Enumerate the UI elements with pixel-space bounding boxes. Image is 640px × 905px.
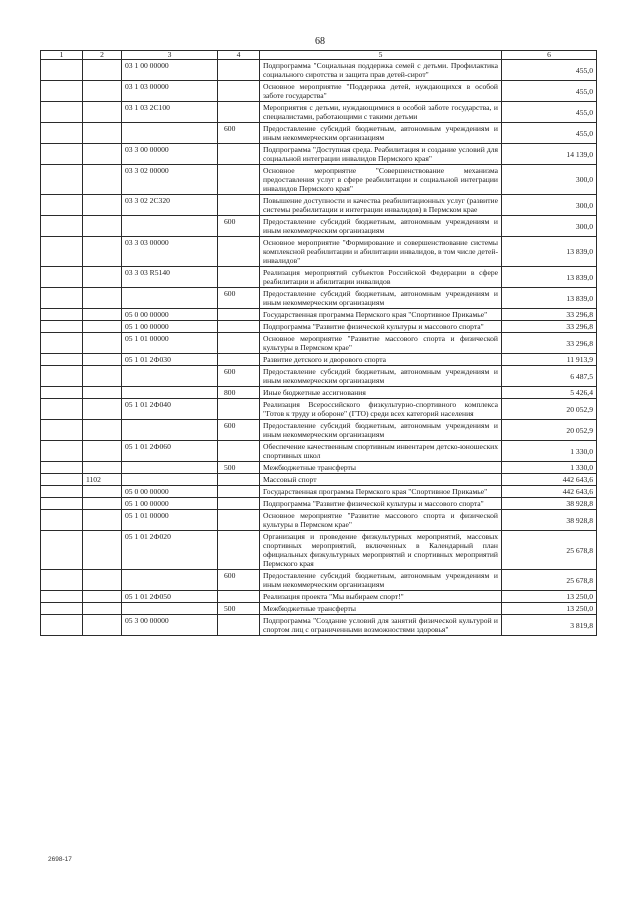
- cell-description: Предоставление субсидий бюджетным, автономным учреждениям и иным некоммерческим организациям: [260, 570, 502, 591]
- cell-target-code: [122, 570, 218, 591]
- cell-target-code: 05 1 00 00000: [122, 321, 218, 333]
- cell-expense-type: 600: [218, 216, 260, 237]
- table-row: [41, 474, 597, 486]
- table-row: [41, 486, 597, 498]
- cell-target-code: 03 3 03 00000: [122, 237, 218, 267]
- table-row: [41, 216, 597, 237]
- column-number-5: 5: [260, 51, 502, 60]
- cell-expense-type: 600: [218, 366, 260, 387]
- cell-description: Подпрограмма "Доступная среда. Реабилитация и создание условий для социальной интеграции инвалидов Пермского края": [260, 144, 502, 165]
- cell-col1: [41, 195, 83, 216]
- cell-amount: 1 330,0: [502, 441, 597, 462]
- cell-description: Обеспечение качественным спортивным инвентарем детско-юношеских спортивных школ: [260, 441, 502, 462]
- cell-amount: 38 928,8: [502, 498, 597, 510]
- cell-expense-type: [218, 510, 260, 531]
- cell-expense-type: [218, 333, 260, 354]
- cell-col1: [41, 603, 83, 615]
- table-row: [41, 144, 597, 165]
- cell-col1: [41, 216, 83, 237]
- cell-description: Мероприятия с детьми, нуждающимися в особой заботе государства, и специалистами, работающими с такими детьми: [260, 102, 502, 123]
- cell-section-code: 1102: [83, 474, 122, 486]
- cell-target-code: 05 1 01 00000: [122, 333, 218, 354]
- cell-description: Основное мероприятие "Развитие массового спорта и физической культуры в Пермском крае": [260, 510, 502, 531]
- column-number-row: [41, 51, 597, 60]
- cell-section-code: [83, 102, 122, 123]
- cell-amount: 20 052,9: [502, 420, 597, 441]
- cell-section-code: [83, 354, 122, 366]
- table-row: [41, 288, 597, 309]
- cell-expense-type: 600: [218, 420, 260, 441]
- cell-target-code: 03 1 03 00000: [122, 81, 218, 102]
- cell-expense-type: [218, 81, 260, 102]
- cell-col1: [41, 387, 83, 399]
- cell-col1: [41, 165, 83, 195]
- table-row: [41, 267, 597, 288]
- cell-expense-type: [218, 441, 260, 462]
- cell-expense-type: [218, 267, 260, 288]
- table-row: [41, 498, 597, 510]
- cell-col1: [41, 321, 83, 333]
- cell-description: Предоставление субсидий бюджетным, автономным учреждениям и иным некоммерческим организациям: [260, 216, 502, 237]
- cell-col1: [41, 441, 83, 462]
- cell-target-code: 03 3 02 2С320: [122, 195, 218, 216]
- cell-expense-type: [218, 309, 260, 321]
- table-body: [41, 60, 597, 636]
- cell-target-code: [122, 603, 218, 615]
- cell-section-code: [83, 510, 122, 531]
- cell-expense-type: [218, 486, 260, 498]
- cell-target-code: 05 3 00 00000: [122, 615, 218, 636]
- cell-target-code: 03 3 03 R5140: [122, 267, 218, 288]
- cell-amount: 1 330,0: [502, 462, 597, 474]
- footer-note: 2698-17: [48, 856, 72, 863]
- cell-amount: 13 250,0: [502, 591, 597, 603]
- cell-expense-type: [218, 102, 260, 123]
- cell-expense-type: [218, 354, 260, 366]
- cell-description: Развитие детского и дворового спорта: [260, 354, 502, 366]
- cell-section-code: [83, 441, 122, 462]
- cell-amount: 5 426,4: [502, 387, 597, 399]
- cell-section-code: [83, 498, 122, 510]
- column-number-6: 6: [502, 51, 597, 60]
- cell-amount: 300,0: [502, 195, 597, 216]
- cell-target-code: 03 1 00 00000: [122, 60, 218, 81]
- cell-col1: [41, 498, 83, 510]
- cell-expense-type: 600: [218, 570, 260, 591]
- table-row: [41, 366, 597, 387]
- cell-target-code: [122, 366, 218, 387]
- table-row: [41, 165, 597, 195]
- cell-expense-type: 800: [218, 387, 260, 399]
- table-row: [41, 441, 597, 462]
- cell-col1: [41, 267, 83, 288]
- cell-target-code: 03 3 00 00000: [122, 144, 218, 165]
- cell-description: Межбюджетные трансферты: [260, 462, 502, 474]
- cell-expense-type: [218, 165, 260, 195]
- table-row: [41, 60, 597, 81]
- cell-target-code: 05 1 01 2Ф040: [122, 399, 218, 420]
- cell-amount: 11 913,9: [502, 354, 597, 366]
- cell-section-code: [83, 615, 122, 636]
- cell-target-code: [122, 420, 218, 441]
- table-row: [41, 102, 597, 123]
- cell-amount: 33 296,8: [502, 309, 597, 321]
- cell-description: Государственная программа Пермского края "Спортивное Прикамье": [260, 486, 502, 498]
- cell-amount: 13 250,0: [502, 603, 597, 615]
- cell-expense-type: [218, 498, 260, 510]
- column-number-1: 1: [41, 51, 83, 60]
- table-row: [41, 510, 597, 531]
- table-row: [41, 387, 597, 399]
- cell-expense-type: [218, 615, 260, 636]
- cell-col1: [41, 420, 83, 441]
- cell-expense-type: 600: [218, 288, 260, 309]
- cell-target-code: 03 1 03 2С100: [122, 102, 218, 123]
- cell-target-code: 03 3 02 00000: [122, 165, 218, 195]
- table-row: [41, 195, 597, 216]
- cell-description: Подпрограмма "Создание условий для занятий физической культурой и спортом лиц с ограниченными возможностями здоровья": [260, 615, 502, 636]
- cell-amount: 455,0: [502, 102, 597, 123]
- cell-col1: [41, 462, 83, 474]
- cell-section-code: [83, 144, 122, 165]
- cell-target-code: 05 1 01 2Ф060: [122, 441, 218, 462]
- cell-col1: [41, 144, 83, 165]
- cell-section-code: [83, 321, 122, 333]
- cell-target-code: [122, 462, 218, 474]
- cell-amount: 14 139,0: [502, 144, 597, 165]
- cell-section-code: [83, 486, 122, 498]
- cell-col1: [41, 399, 83, 420]
- cell-target-code: 05 0 00 00000: [122, 309, 218, 321]
- cell-section-code: [83, 309, 122, 321]
- table-row: [41, 123, 597, 144]
- cell-description: Основное мероприятие "Совершенствование механизма предоставления услуг в сфере реабилитации и социальной интеграции инвалидов Пермского края": [260, 165, 502, 195]
- cell-expense-type: 500: [218, 462, 260, 474]
- cell-amount: 33 296,8: [502, 333, 597, 354]
- cell-description: Предоставление субсидий бюджетным, автономным учреждениям и иным некоммерческим организациям: [260, 366, 502, 387]
- budget-table: [40, 50, 597, 636]
- table-row: [41, 333, 597, 354]
- cell-description: Массовый спорт: [260, 474, 502, 486]
- cell-amount: 13 839,0: [502, 267, 597, 288]
- cell-amount: 13 839,0: [502, 237, 597, 267]
- cell-target-code: 05 1 01 2Ф020: [122, 531, 218, 570]
- table-row: [41, 81, 597, 102]
- table-row: [41, 399, 597, 420]
- cell-section-code: [83, 123, 122, 144]
- cell-section-code: [83, 399, 122, 420]
- cell-description: Организация и проведение физкультурных мероприятий, массовых спортивных мероприятий, включенных в Календарный план официальных физкультурных мероприятий и спортивных мероприятий Пермского края: [260, 531, 502, 570]
- cell-description: Подпрограмма "Развитие физической культуры и массового спорта": [260, 321, 502, 333]
- cell-description: Подпрограмма "Развитие физической культуры и массового спорта": [260, 498, 502, 510]
- cell-description: Реализация проекта "Мы выбираем спорт!": [260, 591, 502, 603]
- cell-col1: [41, 591, 83, 603]
- cell-description: Основное мероприятие "Формирование и совершенствование системы комплексной реабилитации и абилитации инвалидов, в том числе детей-инвалидов": [260, 237, 502, 267]
- cell-amount: 6 487,5: [502, 366, 597, 387]
- cell-expense-type: [218, 60, 260, 81]
- cell-description: Реализация мероприятий субъектов Российской Федерации в сфере реабилитации и абилитации инвалидов: [260, 267, 502, 288]
- cell-section-code: [83, 216, 122, 237]
- column-number-2: 2: [83, 51, 122, 60]
- table-row: [41, 615, 597, 636]
- cell-col1: [41, 474, 83, 486]
- cell-section-code: [83, 387, 122, 399]
- cell-col1: [41, 60, 83, 81]
- column-number-4: 4: [218, 51, 260, 60]
- cell-target-code: [122, 387, 218, 399]
- cell-amount: 300,0: [502, 216, 597, 237]
- page-number: 68: [315, 36, 325, 47]
- cell-section-code: [83, 195, 122, 216]
- cell-col1: [41, 123, 83, 144]
- column-number-3: 3: [122, 51, 218, 60]
- cell-col1: [41, 288, 83, 309]
- table-row: [41, 462, 597, 474]
- cell-section-code: [83, 288, 122, 309]
- cell-description: Иные бюджетные ассигнования: [260, 387, 502, 399]
- cell-description: Подпрограмма "Социальная поддержка семей с детьми. Профилактика социального сиротства и защита прав детей-сирот": [260, 60, 502, 81]
- budget-table-container: [40, 50, 596, 636]
- cell-amount: 455,0: [502, 60, 597, 81]
- cell-section-code: [83, 591, 122, 603]
- table-row: [41, 570, 597, 591]
- cell-section-code: [83, 570, 122, 591]
- table-row: [41, 309, 597, 321]
- cell-col1: [41, 237, 83, 267]
- cell-section-code: [83, 366, 122, 387]
- cell-expense-type: [218, 399, 260, 420]
- cell-col1: [41, 333, 83, 354]
- cell-col1: [41, 615, 83, 636]
- cell-description: Предоставление субсидий бюджетным, автономным учреждениям и иным некоммерческим организациям: [260, 288, 502, 309]
- cell-target-code: [122, 123, 218, 144]
- cell-col1: [41, 309, 83, 321]
- cell-col1: [41, 81, 83, 102]
- cell-target-code: [122, 216, 218, 237]
- cell-description: Повышение доступности и качества реабилитационных услуг (развитие системы реабилитации и интеграции инвалидов) в Пермском крае: [260, 195, 502, 216]
- cell-amount: 442 643,6: [502, 474, 597, 486]
- cell-description: Государственная программа Пермского края "Спортивное Прикамье": [260, 309, 502, 321]
- table-row: [41, 354, 597, 366]
- cell-target-code: 05 1 01 00000: [122, 510, 218, 531]
- cell-target-code: 05 0 00 00000: [122, 486, 218, 498]
- cell-col1: [41, 510, 83, 531]
- cell-section-code: [83, 237, 122, 267]
- cell-description: Основное мероприятие "Развитие массового спорта и физической культуры в Пермском крае": [260, 333, 502, 354]
- cell-target-code: 05 1 00 00000: [122, 498, 218, 510]
- cell-col1: [41, 570, 83, 591]
- cell-expense-type: 500: [218, 603, 260, 615]
- cell-col1: [41, 102, 83, 123]
- cell-amount: 3 819,8: [502, 615, 597, 636]
- cell-section-code: [83, 462, 122, 474]
- cell-expense-type: 600: [218, 123, 260, 144]
- cell-section-code: [83, 267, 122, 288]
- cell-description: Предоставление субсидий бюджетным, автономным учреждениям и иным некоммерческим организациям: [260, 420, 502, 441]
- cell-section-code: [83, 165, 122, 195]
- cell-target-code: [122, 288, 218, 309]
- table-row: [41, 420, 597, 441]
- cell-section-code: [83, 531, 122, 570]
- cell-description: Предоставление субсидий бюджетным, автономным учреждениям и иным некоммерческим организациям: [260, 123, 502, 144]
- cell-description: Межбюджетные трансферты: [260, 603, 502, 615]
- cell-expense-type: [218, 474, 260, 486]
- cell-amount: 33 296,8: [502, 321, 597, 333]
- table-row: [41, 591, 597, 603]
- cell-target-code: [122, 474, 218, 486]
- table-row: [41, 237, 597, 267]
- cell-amount: 38 928,8: [502, 510, 597, 531]
- cell-col1: [41, 486, 83, 498]
- cell-expense-type: [218, 321, 260, 333]
- cell-section-code: [83, 603, 122, 615]
- cell-amount: 455,0: [502, 81, 597, 102]
- table-row: [41, 531, 597, 570]
- cell-section-code: [83, 420, 122, 441]
- cell-amount: 25 678,8: [502, 570, 597, 591]
- cell-amount: 300,0: [502, 165, 597, 195]
- cell-target-code: 05 1 01 2Ф030: [122, 354, 218, 366]
- cell-amount: 442 643,6: [502, 486, 597, 498]
- cell-section-code: [83, 81, 122, 102]
- cell-expense-type: [218, 531, 260, 570]
- table-row: [41, 603, 597, 615]
- table-row: [41, 321, 597, 333]
- cell-col1: [41, 354, 83, 366]
- cell-amount: 25 678,8: [502, 531, 597, 570]
- cell-description: Основное мероприятие "Поддержка детей, нуждающихся в особой заботе государства": [260, 81, 502, 102]
- cell-col1: [41, 366, 83, 387]
- cell-section-code: [83, 333, 122, 354]
- cell-expense-type: [218, 237, 260, 267]
- cell-expense-type: [218, 144, 260, 165]
- cell-expense-type: [218, 195, 260, 216]
- cell-expense-type: [218, 591, 260, 603]
- cell-amount: 20 052,9: [502, 399, 597, 420]
- cell-col1: [41, 531, 83, 570]
- cell-amount: 13 839,0: [502, 288, 597, 309]
- cell-description: Реализация Всероссийского физкультурно-спортивного комплекса "Готов к труду и обороне" (ГТО) среди всех категорий населения: [260, 399, 502, 420]
- cell-amount: 455,0: [502, 123, 597, 144]
- cell-section-code: [83, 60, 122, 81]
- cell-target-code: 05 1 01 2Ф050: [122, 591, 218, 603]
